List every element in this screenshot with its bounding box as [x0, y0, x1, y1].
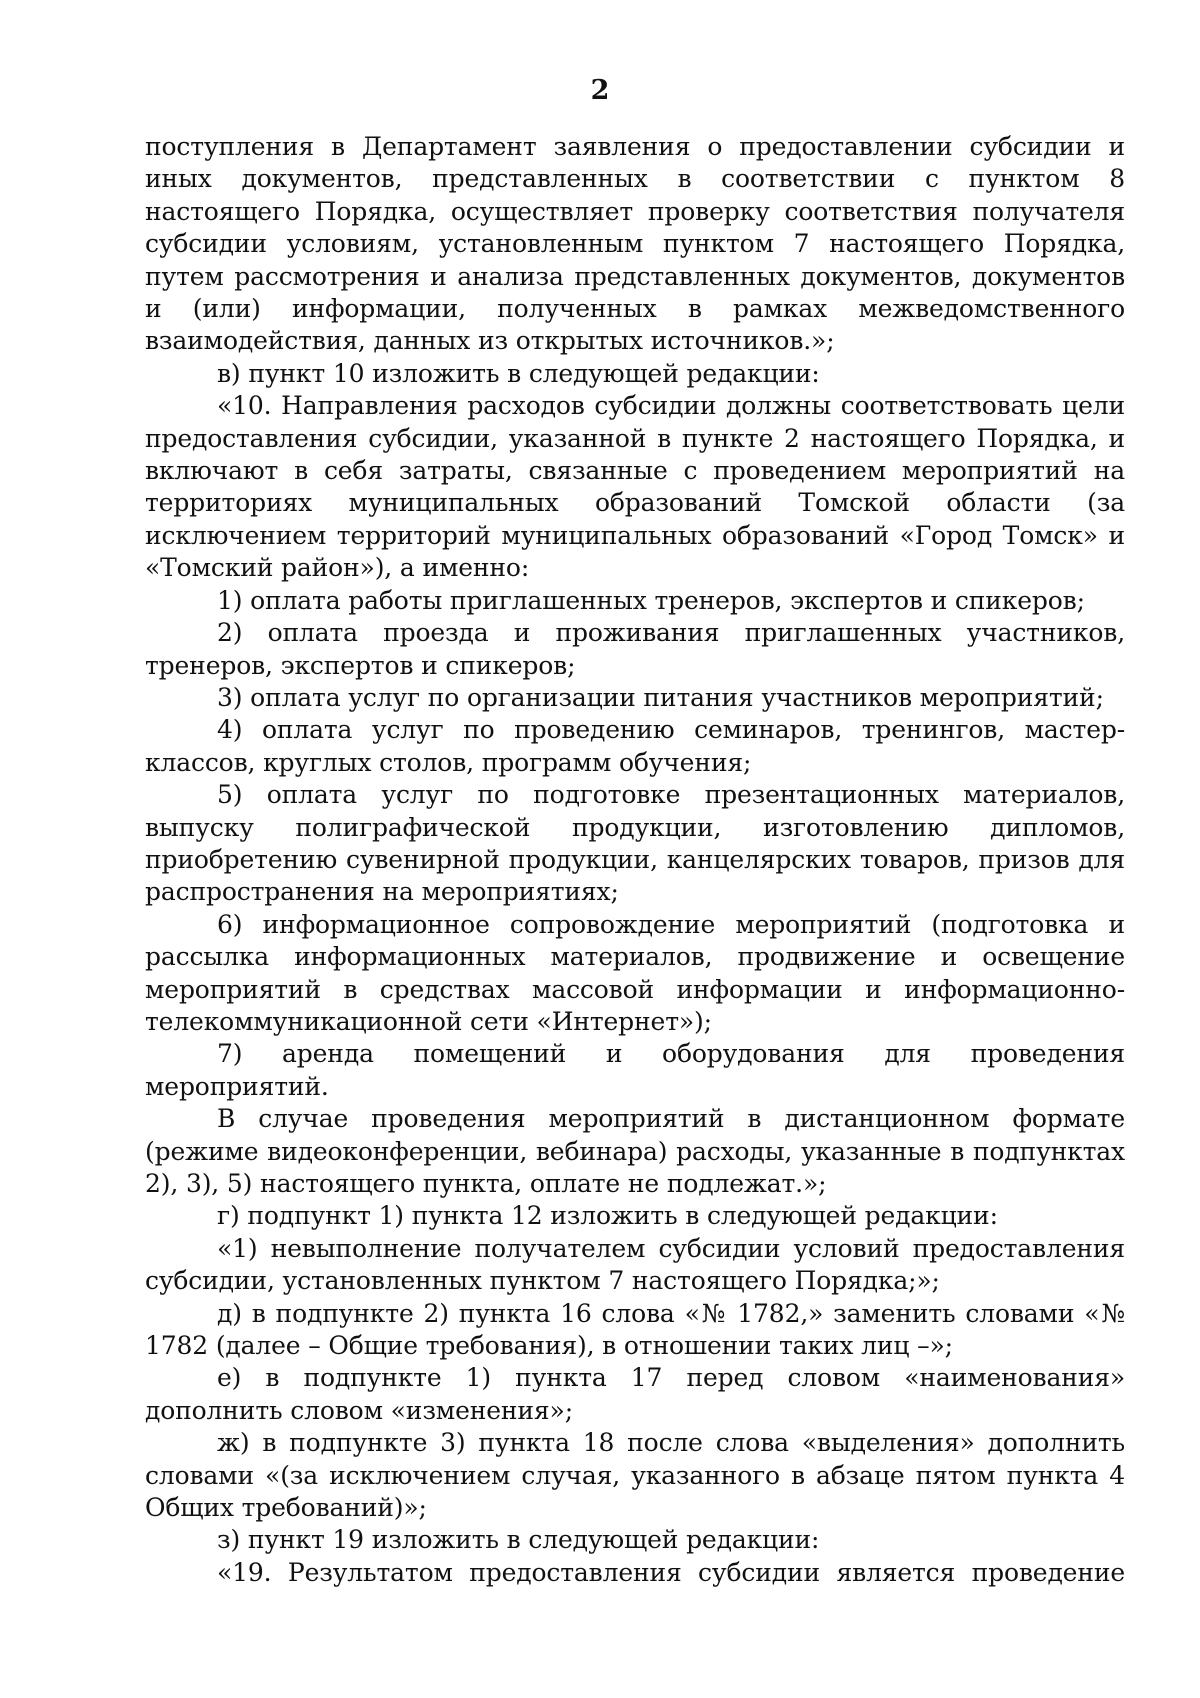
- paragraph-subitem-3: 3) оплата услуг по организации питания участников мероприятий;: [217, 682, 1104, 712]
- paragraph-subitem-5: 5) оплата услуг по подготовке презентационных материалов, выпуску полиграфической продукции, изготовлению дипломов, приобретению сувенирной продукции, канцелярских товаров, призов для распространения на мероприятиях;: [145, 780, 1125, 907]
- paragraph-subitem-4: 4) оплата услуг по проведению семинаров, тренингов, мастер-классов, круглых столов, программ обучения;: [145, 715, 1125, 777]
- paragraph-item-z: з) пункт 19 изложить в следующей редакции:: [217, 1525, 820, 1555]
- page-number: 2: [590, 75, 610, 106]
- paragraph-intro: поступления в Департамент заявления о предоставлении субсидии и иных документов, представленных в соответствии с пунктом 8 настоящего Порядка, осуществляет проверку соответствия получателя субсидии условиям, установленным пунктом 7 настоящего Порядка, путем рассмотрения и анализа представленных документов, документов и (или) информации, полученных в рамках межведомственного взаимодействия, данных из открытых источников.»;: [145, 132, 1125, 356]
- paragraph-subitem-7: 7) аренда помещений и оборудования для проведения мероприятий.: [145, 1039, 1125, 1101]
- paragraph-item-d: д) в подпункте 2) пункта 16 слова «№ 1782,» заменить словами «№ 1782 (далее – Общие требования), в отношении таких лиц –»;: [145, 1298, 1125, 1361]
- document-body: [145, 131, 1125, 1589]
- paragraph-subitem-6: 6) информационное сопровождение мероприятий (подготовка и рассылка информационных материалов, продвижение и освещение мероприятий в средствах массовой информации и информационно-телекоммуникационной сети «Интернет»);: [145, 909, 1125, 1036]
- paragraph-subitem-1: 1) оплата работы приглашенных тренеров, экспертов и спикеров;: [217, 585, 1085, 615]
- paragraph-item-e: е) в подпункте 1) пункта 17 перед словом «наименования» дополнить словом «изменения»;: [145, 1363, 1125, 1425]
- paragraph-point-10: «10. Направления расходов субсидии должны соответствовать цели предоставления субсидии, указанной в пункте 2 настоящего Порядка, и включают в себя затраты, связанные с проведением мероприятий на территориях муниципальных образований Томской области (за исключением территорий муниципальных образований «Город Томск» и «Томский район»), а именно:: [145, 391, 1125, 583]
- paragraph-subitem-2: 2) оплата проезда и проживания приглашенных участников, тренеров, экспертов и спикеров;: [145, 618, 1125, 680]
- paragraph-item-zh: ж) в подпункте 3) пункта 18 после слова «выделения» дополнить словами «(за исключением случая, указанного в абзаце пятом пункта 4 Общих требований)»;: [145, 1428, 1125, 1523]
- paragraph-item-v: в) пункт 10 изложить в следующей редакции:: [217, 358, 820, 388]
- paragraph-item-g: г) подпункт 1) пункта 12 изложить в следующей редакции:: [217, 1201, 998, 1231]
- paragraph-point-19: «19. Результатом предоставления субсидии является проведение: [217, 1557, 1125, 1587]
- paragraph-remote-format: В случае проведения мероприятий в дистанционном формате (режиме видеоконференции, вебинара) расходы, указанные в подпунктах 2), 3), 5) настоящего пункта, оплате не подлежат.»;: [145, 1104, 1125, 1198]
- paragraph-subpoint-1: «1) невыполнение получателем субсидии условий предоставления субсидии, установленных пунктом 7 настоящего Порядка;»;: [145, 1233, 1125, 1296]
